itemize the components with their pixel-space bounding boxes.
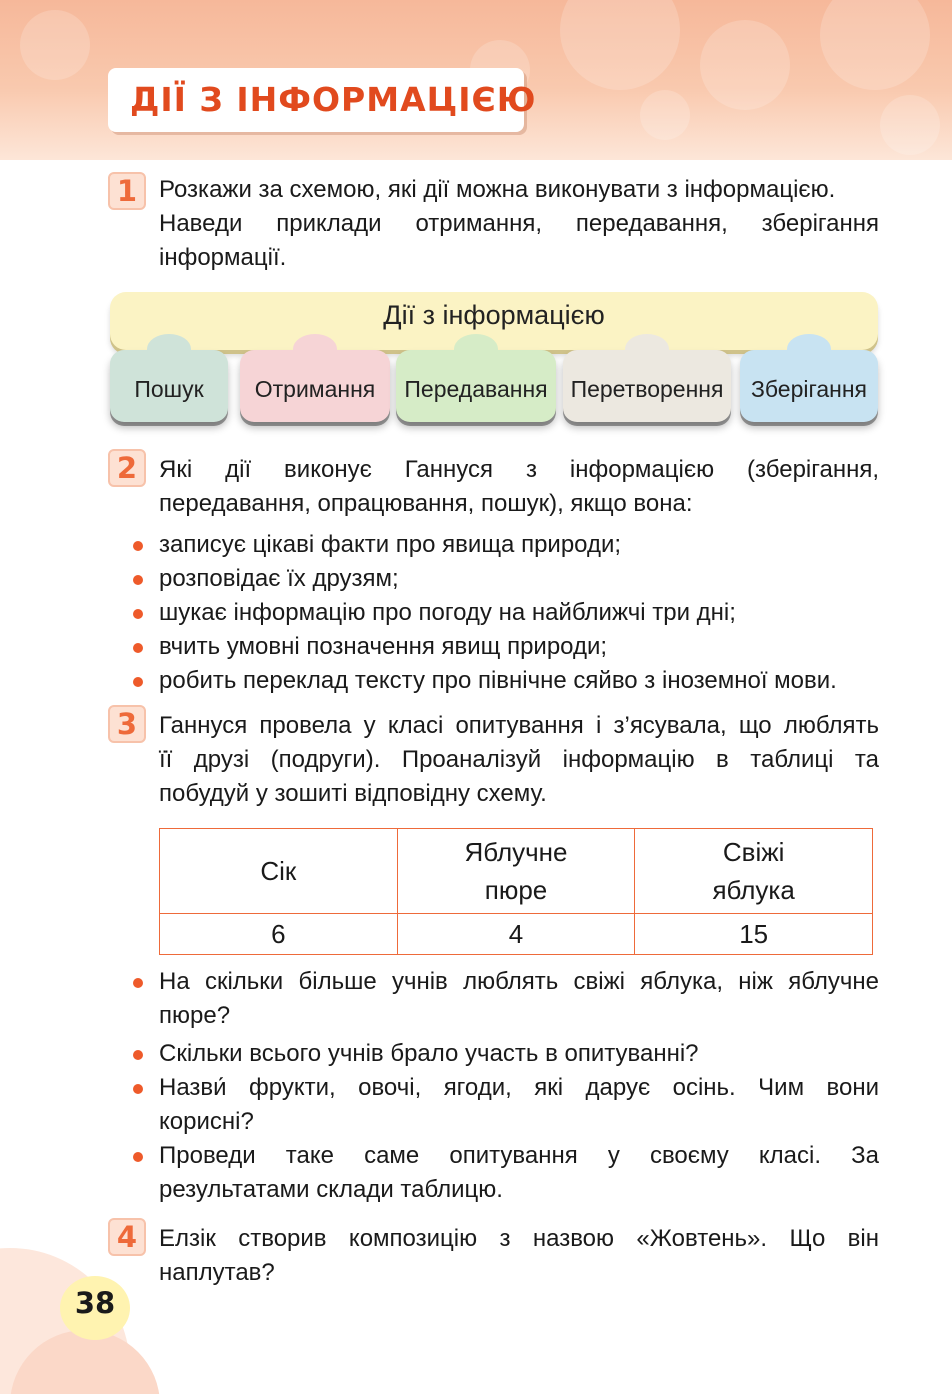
page-number: 38 [74, 1286, 116, 1320]
list-item: робить переклад тексту про північне сяйво з іноземної мови. [159, 664, 879, 698]
table-header-cell: Яблучне пюре [397, 829, 635, 914]
puzzle-knob [625, 334, 669, 364]
decor-bubble [880, 95, 940, 155]
text-line: Ганнуся провела у класі опитування і з’ясувала, що люблять [159, 712, 879, 739]
table-row [160, 914, 873, 955]
list-item: Проведи таке саме опитування у своєму класі. За результатами склади таблицю. [159, 1139, 879, 1207]
bullet-icon [133, 677, 143, 687]
scheme-piece-label: Отримання [254, 376, 376, 402]
bullet-icon [133, 541, 143, 551]
table-cell: 4 [397, 914, 635, 955]
text-line: інформації. [159, 244, 287, 271]
task-number-2: 2 [108, 449, 146, 487]
list-item: На скільки більше учнів люблять свіжі яблука, ніж яблучне пюре? [159, 965, 879, 1033]
decor-bubble [640, 90, 690, 140]
table-header-cell: Свіжі яблука [635, 829, 873, 914]
scheme-piece-label: Зберігання [750, 376, 868, 402]
bullet-icon [133, 643, 143, 653]
scheme-piece-label: Перетворення [570, 376, 724, 402]
text-line: Які дії виконує Ганнуся з інформацією (зберігання, [159, 456, 879, 483]
decor-bubble [700, 20, 790, 110]
task-2-text [159, 453, 879, 521]
text-line: Елзік створив композицію з назвою «Жовтень». Що він [159, 1225, 879, 1252]
table-cell: 6 [160, 914, 398, 955]
scheme-piece-search [110, 350, 228, 422]
scheme-title: Дії з інформацією [383, 300, 605, 330]
puzzle-knob [454, 334, 498, 364]
scheme-piece-transforming [563, 350, 731, 422]
bullet-icon [133, 609, 143, 619]
list-item: Скільки всього учнів брало участь в опитуванні? [159, 1037, 879, 1071]
survey-table [159, 828, 873, 955]
text-line: побудуй у зошиті відповідну схему. [159, 780, 547, 807]
task-3-bullets [159, 965, 879, 1207]
scheme-piece-storing [740, 350, 878, 422]
list-item: вчить умовні позначення явищ природи; [159, 630, 879, 664]
task-2-bullets [159, 528, 879, 698]
table-header-cell: Сік [160, 829, 398, 914]
puzzle-knob [293, 334, 337, 364]
text-line: Розкажи за схемою, які дії можна виконувати з інформацією. [159, 176, 836, 203]
puzzle-knob [787, 334, 831, 364]
list-item: Назви́ фрукти, овочі, ягоди, які дарує осінь. Чим вони корисні? [159, 1071, 879, 1139]
page-title-box [108, 68, 537, 132]
task-number-4: 4 [108, 1218, 146, 1256]
bullet-icon [133, 1152, 143, 1162]
bullet-icon [133, 1050, 143, 1060]
list-item: шукає інформацію про погоду на найближчі три дні; [159, 596, 879, 630]
decor-bubble [560, 0, 680, 90]
scheme-piece-label: Пошук [134, 376, 204, 402]
text-line: наплутав? [159, 1259, 275, 1286]
list-item: розповідає їх друзям; [159, 562, 879, 596]
task-number-3: 3 [108, 705, 146, 743]
list-item: записує цікаві факти про явища природи; [159, 528, 879, 562]
task-3-text [159, 709, 879, 811]
table-cell: 15 [635, 914, 873, 955]
decor-bubble [820, 0, 930, 90]
task-number-1: 1 [108, 172, 146, 210]
puzzle-knob [147, 334, 191, 364]
bullet-icon [133, 1084, 143, 1094]
bullet-icon [133, 575, 143, 585]
task-1-text [159, 173, 879, 275]
task-4-text [159, 1222, 879, 1290]
bullet-icon [133, 978, 143, 988]
scheme-piece-receiving [240, 350, 390, 422]
scheme-piece-transmitting [396, 350, 556, 422]
table-header-row [160, 829, 873, 914]
text-line: Наведи приклади отримання, передавання, зберігання [159, 210, 879, 237]
scheme-piece-label: Передавання [404, 376, 548, 402]
text-line: передавання, опрацювання, пошук), якщо вона: [159, 490, 693, 517]
decor-bubble [20, 10, 90, 80]
text-line: її друзі (подруги). Проаналізуй інформацію в таблиці та [159, 746, 879, 773]
page-title: ДІЇ З ІНФОРМАЦІЄЮ [130, 80, 537, 119]
